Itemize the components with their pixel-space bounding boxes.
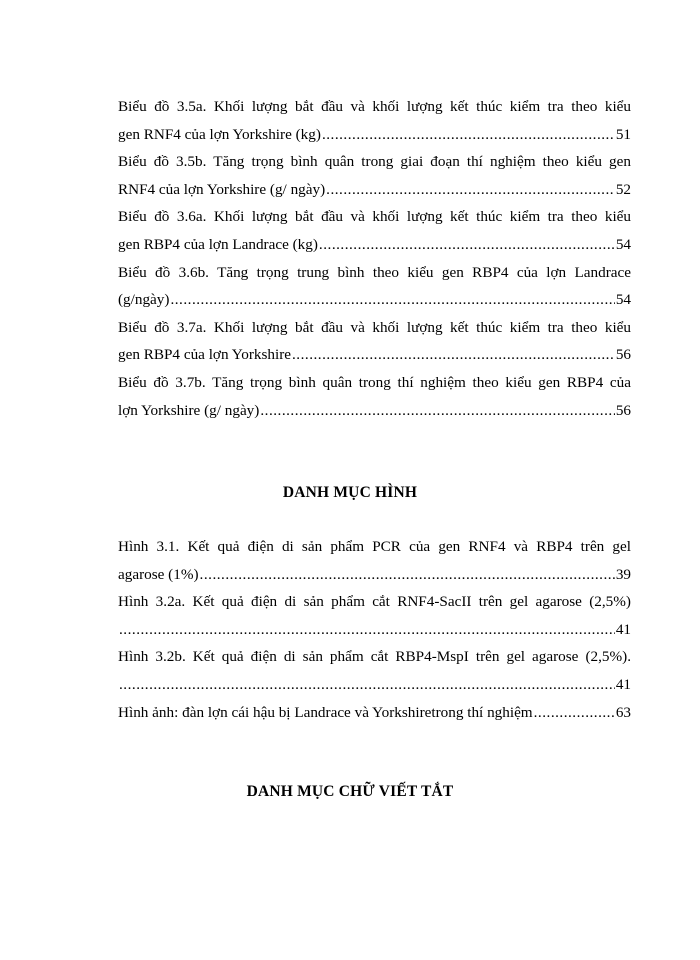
dot-leader [119,616,615,644]
entry-page-number: 41 [615,675,631,693]
entry-page-number: 51 [615,125,631,143]
entry-title-continuation: (g/ngày) [118,291,170,309]
entry-title-line: Biểu đồ 3.7a. Khối lượng bắt đầu và khối lượng kết thúc kiểm tra theo kiểu [118,318,631,336]
entry-page-number: 54 [615,291,631,309]
dot-leader [200,561,615,589]
entry-page-number: 63 [615,703,631,721]
entry-leader-line [118,286,631,314]
dot-leader [170,286,614,314]
entry-leader-line [118,616,631,644]
entry-page-number: 56 [615,346,631,364]
entry-title-line: Biểu đồ 3.5b. Tăng trọng bình quân trong giai đoạn thí nghiệm theo kiểu gen [118,153,631,171]
chart-entry-3-5b [118,148,631,203]
dot-leader [326,176,615,204]
entry-title-line: Biểu đồ 3.6b. Tăng trọng trung bình theo kiểu gen RBP4 của lợn Landrace [118,263,631,281]
charts-list [118,93,631,424]
figures-heading: DANH MỤC HÌNH [282,484,418,501]
dot-leader [119,671,615,699]
abbreviations-heading: DANH MỤC CHỮ VIẾT TẮT [246,783,454,800]
entry-title-continuation: agarose (1%) [118,565,199,583]
figure-entry-3-2a [118,588,631,643]
entry-title-line: Hình 3.1. Kết quả điện di sản phẩm PCR của gen RNF4 và RBP4 trên gel [118,538,631,555]
entry-title-continuation: gen RNF4 của lợn Yorkshire (kg) [118,125,321,143]
entry-leader-line [118,231,631,259]
entry-title-continuation: lợn Yorkshire (g/ ngày) [118,401,260,419]
entry-title-line: Biểu đồ 3.5a. Khối lượng bắt đầu và khối lượng kết thúc kiểm tra theo kiểu [118,98,631,115]
entry-page-number: 52 [615,180,631,198]
entry-title-continuation: gen RBP4 của lợn Landrace (kg) [118,235,318,253]
figure-entry-photo [118,699,631,727]
entry-leader-line [118,176,631,204]
chart-entry-3-6b [118,259,631,314]
entry-leader-line [118,671,631,699]
entry-page-number: 39 [615,565,631,583]
entry-title-line: Biểu đồ 3.7b. Tăng trọng bình quân trong thí nghiệm theo kiểu gen RBP4 của [118,373,631,391]
dot-leader [534,699,615,727]
figure-entry-3-1 [118,533,631,588]
entry-page-number: 56 [615,401,631,419]
dot-leader [260,397,614,425]
chart-entry-3-7b [118,369,631,424]
entry-leader-line [118,341,631,369]
dot-leader [322,121,615,149]
entry-title-continuation: RNF4 của lợn Yorkshire (g/ ngày) [118,180,326,198]
chart-entry-3-5a [118,93,631,148]
chart-entry-3-7a [118,314,631,369]
entry-leader-line [118,699,631,727]
entry-title-line: Hình 3.2a. Kết quả điện di sản phẩm cắt RNF4-SacII trên gel agarose (2,5%) [118,593,631,611]
entry-page-number: 41 [615,620,631,638]
entry-leader-line [118,397,631,425]
entry-title-line: Hình 3.2b. Kết quả điện di sản phẩm cắt RBP4-MspI trên gel agarose (2,5%). [118,648,631,666]
dot-leader [292,341,615,369]
entry-title-line: Biểu đồ 3.6a. Khối lượng bắt đầu và khối lượng kết thúc kiểm tra theo kiểu [118,208,631,226]
entry-title-continuation: gen RBP4 của lợn Yorkshire [118,346,291,364]
entry-title-continuation: Hình ảnh: đàn lợn cái hậu bị Landrace và Yorkshiretrong thí nghiệm [118,703,533,721]
figures-list [118,533,631,726]
dot-leader [319,231,615,259]
entry-leader-line [118,561,631,589]
chart-entry-3-6a [118,203,631,258]
figure-entry-3-2b [118,643,631,698]
entry-leader-line [118,121,631,149]
entry-page-number: 54 [615,235,631,253]
